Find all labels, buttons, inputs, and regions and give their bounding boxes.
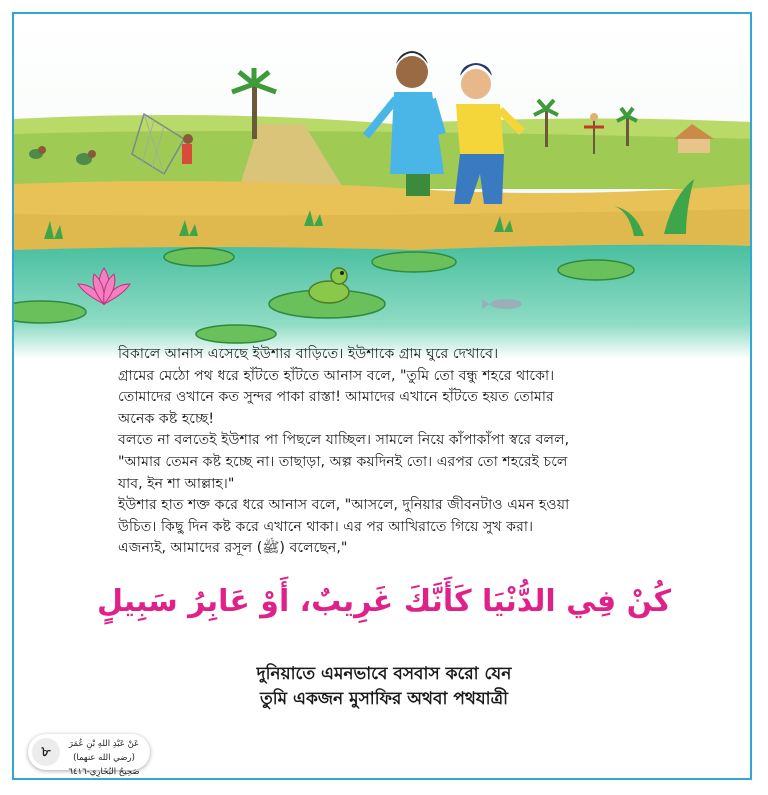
hadith-reference [62, 737, 146, 779]
page-frame [12, 12, 752, 780]
story-line: ইউশার হাত শক্ত করে ধরে আনাস বলে, "আসলে, দুনিয়ার জীবনটাও এমন হওয়া [118, 497, 570, 514]
story-line: গ্রামের মেঠো পথ ধরে হাঁটতে হাঁটতে আনাস বলে, "তুমি তো বন্ধু শহরে থাকো। [118, 367, 555, 384]
hadith-reference-badge [28, 734, 150, 777]
story-line: "আমার তেমন কষ্ট হচ্ছে না। তাছাড়া, অল্প কয়দিনই তো। এরপর তো শহরেই চলে [118, 453, 568, 470]
story-line: এজন্যই, আমাদের রসূল (ﷺ) বলেছেন," [118, 540, 348, 557]
story-line: অনেক কষ্ট হচ্ছে! [118, 410, 215, 427]
village-pond-illustration [14, 14, 752, 359]
story-line: তোমাদের ওখানে কত সুন্দর পাকা রাস্তা! আমাদের এখানে হাঁটতে হয়ত তোমার [118, 389, 554, 406]
story-line: উচিত। কিছু দিন কষ্ট করে এখানে থাকা। এর পর আখিরাতে গিয়ে সুখ করা। [118, 518, 534, 535]
story-line: বলতে না বলতেই ইউশার পা পিছলে যাচ্ছিল। সামলে নিয়ে কাঁপাকাঁপা স্বরে বলল, [118, 432, 570, 449]
reference-source: صَحِيحُ البُخَارِي-٦٤١٦ [68, 767, 140, 777]
translation-line: দুনিয়াতে এমনভাবে বসবাস করো যেন [256, 664, 512, 684]
story-line: বিকালে আনাস এসেছে ইউশার বাড়িতে। ইউশাকে গ্রাম ঘুরে দেখাবে। [118, 346, 499, 362]
story-line: যাব, ইন শা আল্লাহ।" [118, 475, 235, 492]
hadith-arabic: كُنْ فِي الدُّنْيَا كَأَنَّكَ غَرِيبٌ، أَوْ عَابِرُ سَبِيلٍ [96, 584, 672, 619]
translation-line: তুমি একজন মুসাফির অথবা পথযাত্রী [260, 689, 508, 709]
story-text [118, 344, 678, 560]
page-number: ৮ [32, 738, 60, 766]
reference-narrator: عَنْ عَبْدِ اللهِ بْنِ عُمَرَ (رضي الله عنهما) [68, 739, 140, 763]
hadith-translation [164, 662, 604, 712]
